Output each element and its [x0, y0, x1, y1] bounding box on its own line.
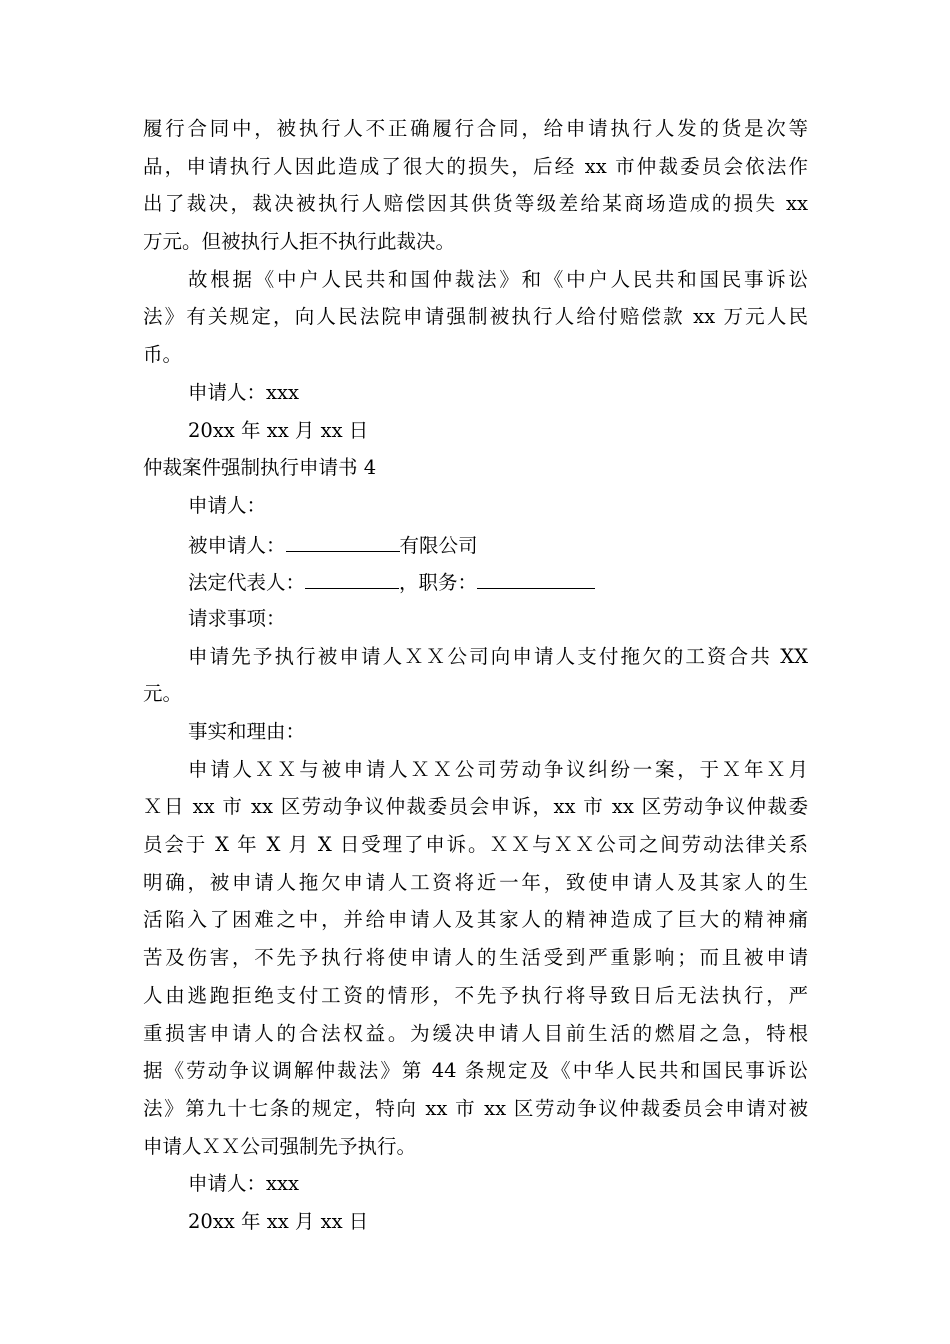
- paragraph-line: 苦及伤害，不先予执行将使申请人的生活受到严重影响；而且被申请: [143, 946, 808, 970]
- applicant-label: 申请人：: [188, 493, 267, 517]
- paragraph-line: 活陷入了困难之中，并给申请人及其家人的精神造成了巨大的精神痛: [143, 908, 808, 932]
- facts-heading: 事实和理由：: [188, 720, 306, 743]
- paragraph-line: 法》有关规定，向人民法院申请强制被执行人给付赔偿款 xx 万元人民: [143, 305, 808, 329]
- paragraph-line: 人由逃跑拒绝支付工资的情形，不先予执行将导致日后无法执行，严: [143, 983, 808, 1007]
- paragraph-line: 申请人ＸＸ与被申请人ＸＸ公司劳动争议纠纷一案，于Ｘ年Ｘ月: [188, 757, 808, 781]
- paragraph-line: 申请人ＸＸ公司强制先予执行。: [143, 1134, 417, 1158]
- signature-date: 20xx 年 xx 月 xx 日: [188, 1209, 369, 1233]
- paragraph-line: 币。: [143, 343, 183, 367]
- applicant-signature: 申请人：xxx: [188, 1172, 299, 1196]
- legal-representative-line: [143, 562, 808, 600]
- respondent-label: 被申请人：: [188, 533, 286, 557]
- paragraph-line: 出了裁决，裁决被执行人赔偿因其供货等级差给某商场造成的损失 xx: [143, 192, 808, 216]
- legal-representative-label: 法定代表人：: [188, 571, 306, 595]
- paragraph-line: 元。: [143, 682, 183, 706]
- paragraph-line: 重损害申请人的合法权益。为缓决申请人目前生活的燃眉之急，特根: [143, 1021, 808, 1045]
- paragraph-line: 据《劳动争议调解仲裁法》第 44 条规定及《中华人民共和国民事诉讼: [143, 1059, 808, 1083]
- respondent-line: [143, 525, 808, 563]
- document-body: [143, 110, 808, 1241]
- paragraph-line: 品，申请执行人因此造成了很大的损失，后经 xx 市仲裁委员会依法作: [143, 154, 808, 178]
- paragraph-line: 员会于 X 年 X 月 X 日受理了申诉。ＸＸ与ＸＸ公司之间劳动法律关系: [143, 833, 808, 857]
- position-label: ，职务：: [399, 571, 478, 595]
- paragraph-line: 法》第九十七条的规定，特向 xx 市 xx 区劳动争议仲裁委员会申请对被: [143, 1096, 808, 1120]
- paragraph-line: 故根据《中户人民共和国仲裁法》和《中户人民共和国民事诉讼: [188, 267, 808, 291]
- paragraph-line: 履行合同中，被执行人不正确履行合同，给申请执行人发的货是次等: [143, 117, 808, 140]
- section-title: 仲裁案件强制执行申请书 4: [143, 456, 377, 480]
- applicant-signature: 申请人：xxx: [188, 380, 299, 404]
- position-blank: [477, 562, 595, 589]
- legal-representative-blank: [305, 562, 399, 589]
- paragraph-line: 申请先予执行被申请人ＸＸ公司向申请人支付拖欠的工资合共 XX: [188, 644, 808, 668]
- request-heading: 请求事项：: [188, 606, 286, 630]
- company-suffix: 有限公司: [399, 533, 478, 557]
- paragraph-line: Ｘ日 xx 市 xx 区劳动争议仲裁委员会申诉，xx 市 xx 区劳动争议仲裁委: [143, 795, 808, 819]
- paragraph-line: 万元。但被执行人拒不执行此裁决。: [143, 230, 456, 254]
- signature-date: 20xx 年 xx 月 xx 日: [188, 418, 369, 442]
- respondent-name-blank: [286, 525, 400, 552]
- paragraph-line: 明确，被申请人拖欠申请人工资将近一年，致使申请人及其家人的生: [143, 870, 808, 894]
